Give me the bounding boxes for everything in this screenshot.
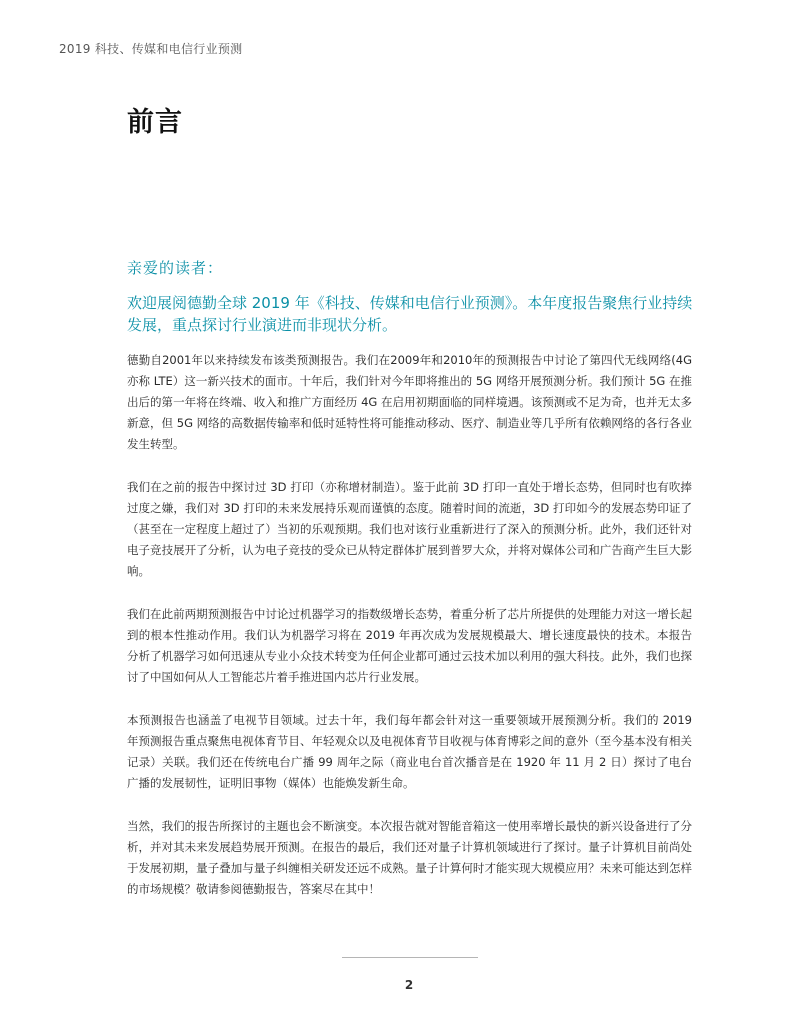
footer-divider (342, 957, 478, 958)
body-paragraph-smart-speakers: 当然，我们的报告所探讨的主题也会不断演变。本次报告就对智能音箱这一使用率增长最快的新兴设备进行了分析，并对其未来发展趋势展开预测。在报告的最后，我们还对量子计算机领域进行了探讨。量子计算机目前尚处于发展初期，量子叠加与量子纠缠相关研发还远不成熟。量子计算何时才能实现大规模应用？未来可能达到怎样的市场规模？敬请参阅德勤报告，答案尽在其中！ (127, 819, 692, 896)
page-number: 2 (404, 978, 414, 992)
intro-paragraph: 欢迎展阅德勤全球 2019 年《科技、传媒和电信行业预测》。本年度报告聚焦行业持续发展，重点探讨行业演进而非现状分析。 (127, 294, 693, 334)
body-paragraph-5g: 德勤自2001年以来持续发布该类预测报告。我们在2009年和2010年的预测报告中讨论了第四代无线网络(4G亦称 LTE）这一新兴技术的面市。十年后，我们针对今年即将推出的 5G 网络开展预测分析。我们预计 5G 在推出后的第一年将在终端、收入和推广方面经历 4G 在启用初期面临的同样境遇。该预测或不足为奇，也并无太多新意，但 5G 网络的高数据传输率和低时延特性将可能推动移动、医疗、制造业等几乎所有依赖网络的各行各业发生转型。 (127, 353, 692, 451)
salutation: 亲爱的读者： (127, 259, 224, 277)
body-paragraph-machine-learning: 我们在此前两期预测报告中讨论过机器学习的指数级增长态势，着重分析了芯片所提供的处理能力对这一增长起到的根本性推动作用。我们认为机器学习将在 2019 年再次成为发展规模最大、增长速度最快的技术。本报告分析了机器学习如何迅速从专业小众技术转变为任何企业都可通过云技术加以利用的强大科技。此外，我们也探讨了中国如何从人工智能芯片着手推进国内芯片行业发展。 (127, 607, 692, 684)
body-paragraph-3d-printing: 我们在之前的报告中探讨过 3D 打印（亦称增材制造）。鉴于此前 3D 打印一直处于增长态势，但同时也有吹捧过度之嫌，我们对 3D 打印的未来发展持乐观而谨慎的态度。随着时间的流逝，3D 打印如今的发展态势印证了（甚至在一定程度上超过了）当初的乐观预期。我们也对该行业重新进行了深入的预测分析。此外，我们还针对电子竞技展开了分析，认为电子竞技的受众已从特定群体扩展到普罗大众，并将对媒体公司和广告商产生巨大影响。 (127, 480, 692, 578)
running-header: 2019 科技、传媒和电信行业预测 (59, 42, 243, 56)
body-paragraph-tv: 本预测报告也涵盖了电视节目领域。过去十年，我们每年都会针对这一重要领域开展预测分析。我们的 2019 年预测报告重点聚焦电视体育节目、年轻观众以及电视体育节目收视与体育博彩之间的意外（至今基本没有相关记录）关联。我们还在传统电台广播 99 周年之际（商业电台首次播音是在 1920 年 11 月 2 日）探讨了电台广播的发展韧性，证明旧事物（媒体）也能焕发新生命。 (127, 713, 692, 790)
page-title: 前言 (127, 107, 183, 138)
body-text (127, 350, 692, 922)
